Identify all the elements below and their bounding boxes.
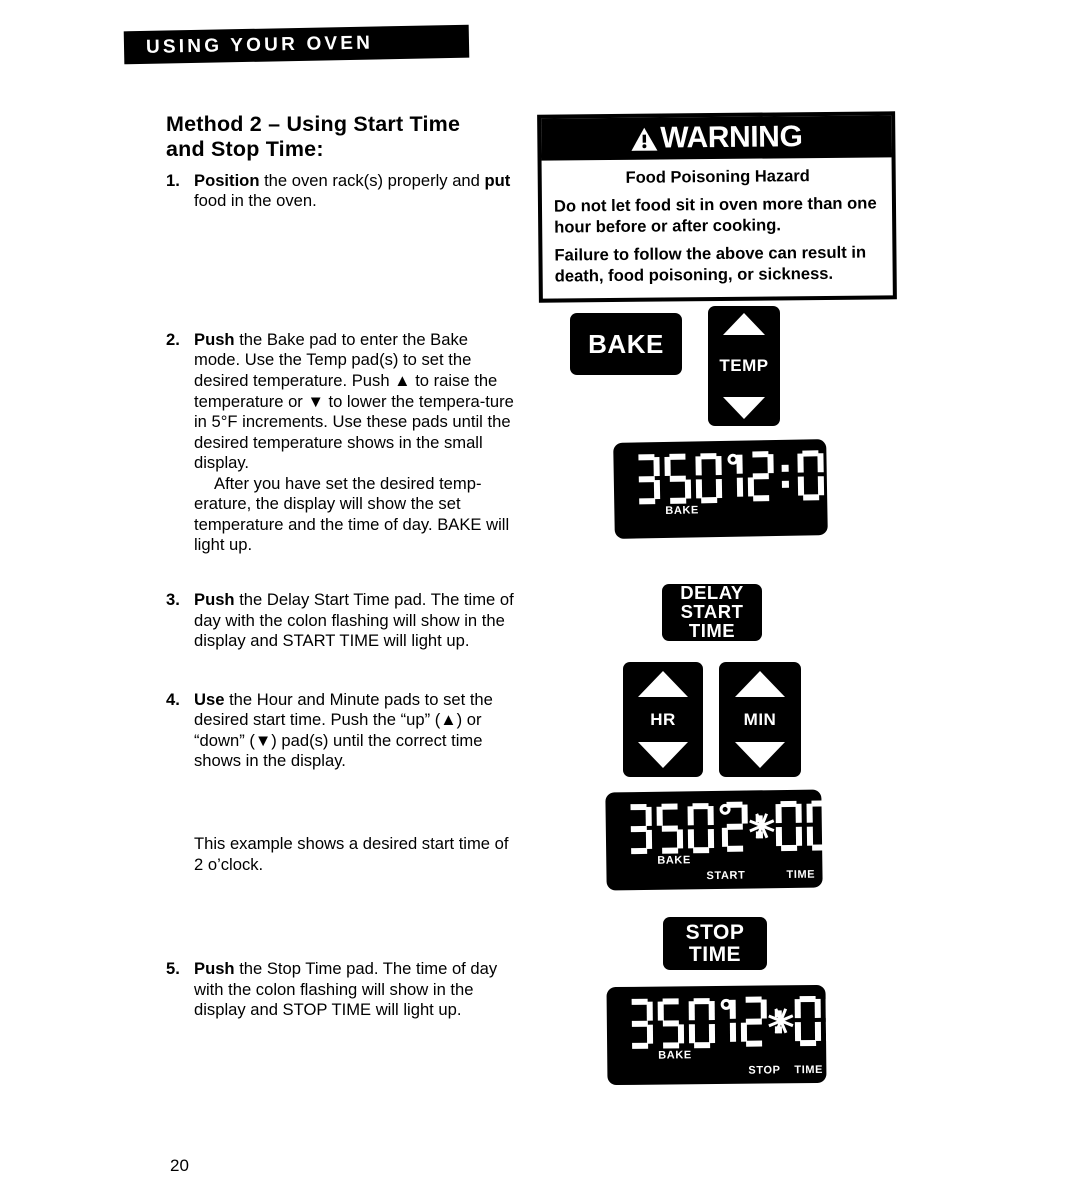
page-title-line1: Method 2 – Using Start Time	[166, 112, 461, 136]
hour-pad[interactable]	[623, 662, 703, 777]
led-digit	[687, 803, 714, 853]
led-digit	[826, 996, 853, 1046]
hour-pad-label: HR	[650, 709, 676, 729]
step-1	[166, 171, 518, 212]
step-2	[166, 330, 518, 556]
bake-pad[interactable]	[570, 313, 682, 375]
step-1-text-b: food in the oven.	[194, 191, 317, 211]
step-1-number: 1.	[166, 170, 180, 190]
display-2-indicator-time: TIME	[786, 868, 816, 881]
warning-header	[541, 115, 891, 160]
step-2-paragraph-2: After you have set the desired temp-erature, the display will show the set temperature and the time of day. BAKE will light up.	[194, 473, 510, 555]
step-3	[166, 590, 518, 652]
display-3-indicator-time: TIME	[794, 1063, 824, 1077]
spacer-after-step-4	[166, 772, 518, 834]
spacer-after-step-3	[166, 652, 518, 690]
warning-paragraph-1: Do not let food sit in oven more than one hour before or after cooking.	[553, 193, 877, 237]
example-note: This example shows a desired start time of 2 o’clock.	[194, 833, 509, 874]
led-digit	[658, 998, 685, 1048]
step-2-number: 2.	[166, 329, 180, 349]
led-digit	[828, 450, 855, 500]
led-digit	[723, 997, 737, 1047]
stop-pad-label-line1: STOP	[685, 921, 745, 945]
warning-body	[542, 157, 893, 298]
display-3-indicator-stop: STOP	[748, 1064, 781, 1077]
minute-pad-label: MIN	[743, 709, 777, 729]
led-digit	[695, 453, 722, 503]
step-4	[166, 690, 518, 772]
spacer-after-step-2	[166, 556, 518, 590]
minute-pad[interactable]	[719, 662, 801, 777]
step-2-lead: Push	[194, 329, 235, 349]
display-2-indicator-bake: BAKE	[657, 854, 691, 867]
temp-pad-label: TEMP	[719, 356, 769, 376]
minute-up-arrow-icon[interactable]	[735, 671, 785, 697]
oven-display-panel-1	[613, 439, 828, 539]
step-1-text-a: the oven rack(s) properly and	[259, 170, 485, 190]
warning-triangle-icon	[630, 126, 658, 151]
hour-up-arrow-icon[interactable]	[638, 671, 688, 697]
delay-pad-label-line3: TIME	[688, 619, 736, 641]
step-5-number: 5.	[166, 959, 180, 979]
led-digit	[656, 803, 683, 853]
display-1-temperature	[633, 453, 739, 505]
led-colon-flashing	[772, 996, 793, 1046]
delay-start-time-pad[interactable]	[662, 584, 762, 641]
display-2-indicator-start: START	[706, 869, 746, 883]
oven-display-panel-3	[606, 985, 826, 1085]
oven-display-panel-2	[605, 789, 822, 890]
step-5-body: the Stop Time pad. The time of day with the colon flashing will show in the display and STOP TIME will light up.	[194, 959, 498, 1020]
delay-pad-label-line1: DELAY	[680, 582, 744, 604]
warning-box	[537, 111, 897, 302]
delay-pad-label-line2: START	[680, 601, 744, 623]
spacer-after-step-1	[166, 212, 518, 330]
display-2-clock	[721, 800, 838, 852]
led-digit	[721, 802, 748, 852]
display-1-clock	[729, 450, 860, 502]
temp-down-arrow-icon[interactable]	[723, 397, 765, 419]
page-title	[166, 112, 518, 163]
led-digit	[775, 801, 802, 851]
page-title-line2: and Stop Time:	[166, 137, 324, 162]
led-digit	[633, 454, 660, 504]
step-4-lead: Use	[194, 689, 225, 709]
display-3-temperature	[627, 998, 733, 1049]
warning-paragraph-2: Failure to follow the above can result in death, food poisoning, or sickness.	[554, 243, 867, 286]
led-colon-flashing	[752, 801, 773, 851]
led-digit	[689, 998, 716, 1048]
display-2-temperature	[625, 803, 731, 854]
step-4-body: the Hour and Minute pads to set the desired start time. Push the “up” (▲) or “down” (▼) pad(s) until the correct time shows in the display.	[194, 689, 493, 771]
step-3-number: 3.	[166, 590, 180, 610]
page-number: 20	[170, 1156, 189, 1175]
led-digit	[664, 454, 691, 504]
led-digit	[627, 999, 654, 1049]
section-banner	[124, 25, 470, 65]
minute-down-arrow-icon[interactable]	[735, 742, 785, 768]
instruction-column	[166, 112, 518, 1021]
led-digit	[806, 800, 833, 850]
temp-up-arrow-icon[interactable]	[723, 313, 765, 335]
step-4-number: 4.	[166, 689, 180, 709]
led-digit	[729, 452, 743, 502]
step-5	[166, 959, 518, 1021]
step-3-lead: Push	[194, 590, 235, 610]
hour-down-arrow-icon[interactable]	[638, 742, 688, 768]
warning-title: WARNING	[660, 120, 803, 155]
spacer-after-example-note	[166, 875, 518, 959]
section-banner-label: USING YOUR OVEN	[145, 32, 374, 58]
stop-pad-label-line2: TIME	[688, 942, 742, 966]
step-5-lead: Push	[194, 959, 235, 979]
led-digit	[747, 451, 774, 501]
display-1-indicator-bake: BAKE	[665, 504, 700, 517]
display-3-clock	[723, 996, 858, 1047]
step-2-body: the Bake pad to enter the Bake mode. Use the Temp pad(s) to set the desired temperature. Push ▲ to raise the temperature or ▼ to lower the tempera-ture in 5°F increments. Use these pads until the desired temperature shows in the small display.	[194, 329, 514, 473]
led-colon	[778, 451, 793, 501]
led-digit	[795, 996, 822, 1046]
stop-time-pad[interactable]	[663, 917, 767, 970]
bake-pad-label: BAKE	[588, 328, 664, 359]
warning-hazard-label: Food Poisoning Hazard	[625, 167, 810, 187]
led-digit	[741, 996, 768, 1046]
step-1-lead: Position	[194, 170, 260, 190]
display-3-indicator-bake: BAKE	[658, 1049, 692, 1062]
led-digit	[625, 804, 652, 854]
temp-pad[interactable]	[708, 306, 780, 426]
led-digit	[797, 450, 824, 500]
step-1-lead2: put	[484, 170, 511, 190]
step-3-body: the Delay Start Time pad. The time of day with the colon flashing will show in the display and START TIME will light up.	[194, 590, 514, 651]
